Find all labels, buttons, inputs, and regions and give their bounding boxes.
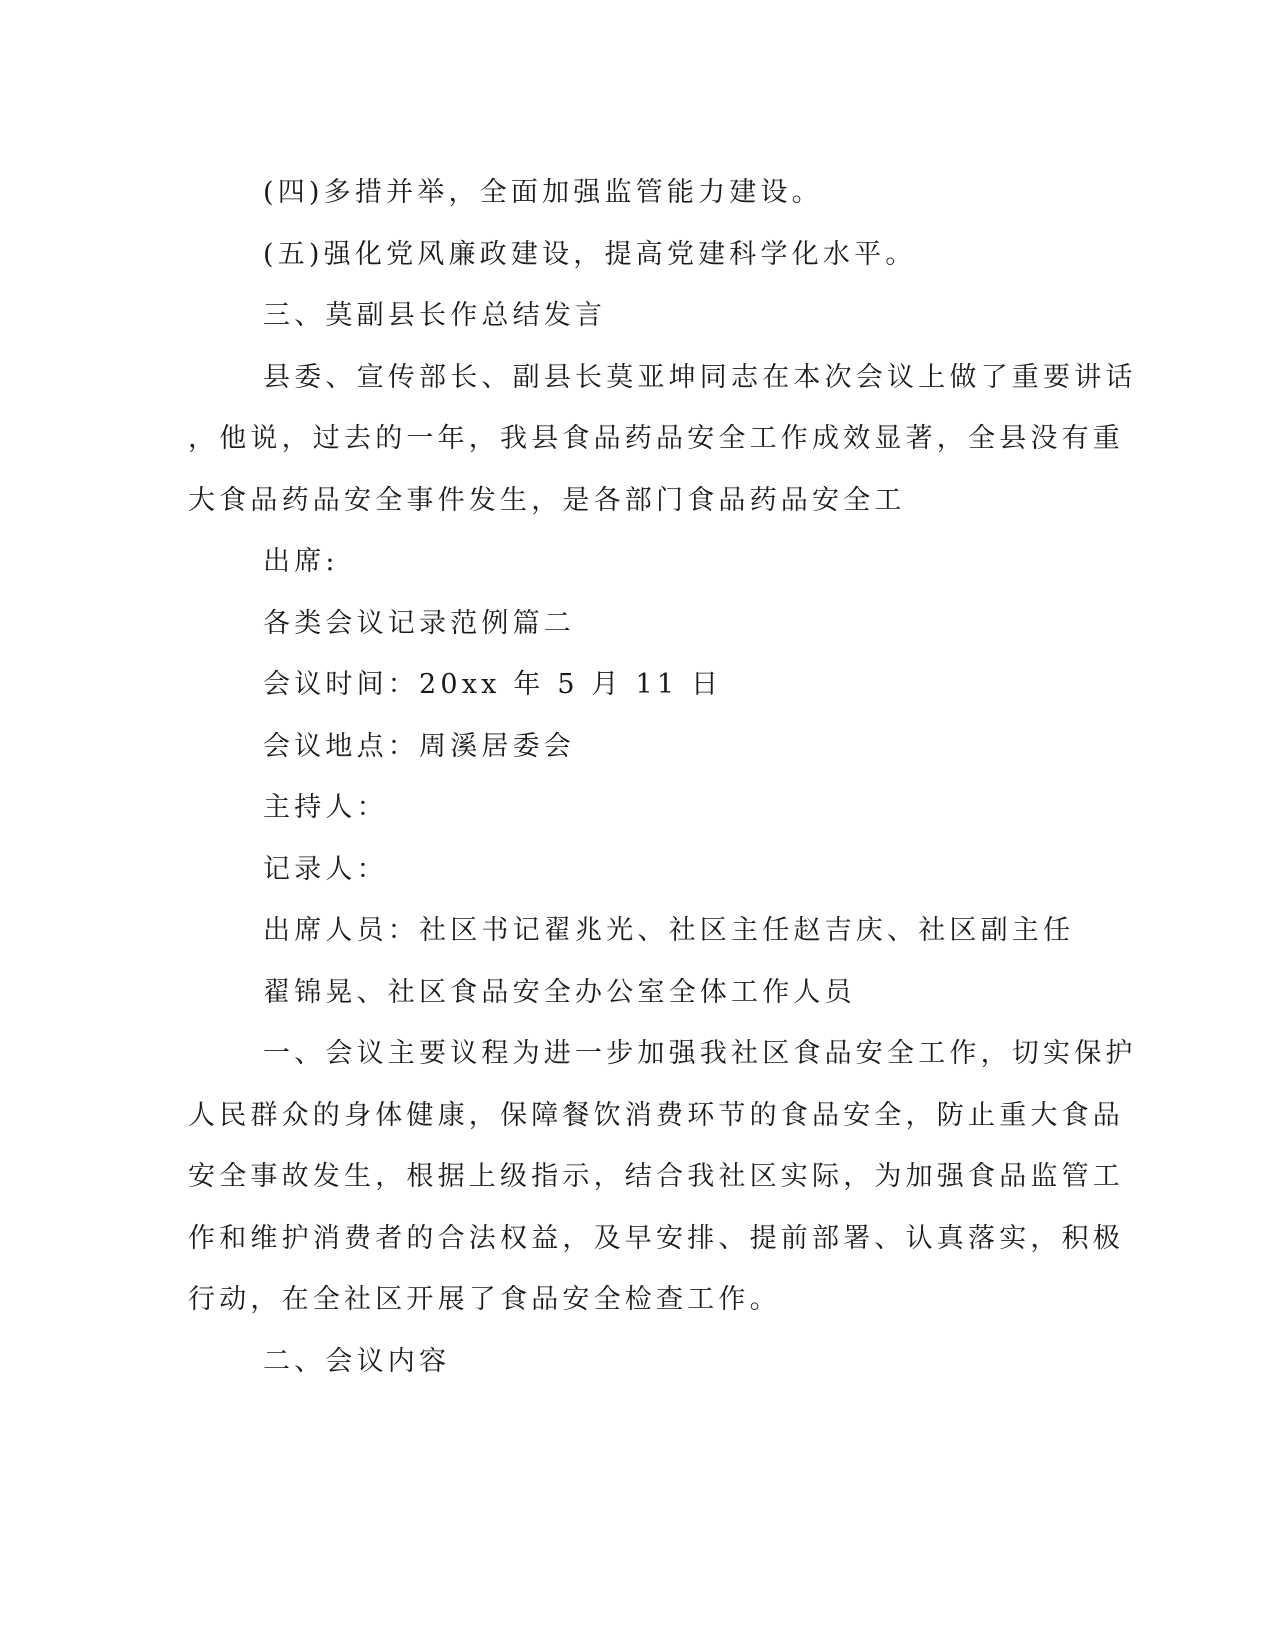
section-heading-meeting-content: 二、会议内容 (263, 1345, 451, 1377)
paragraph-measures-supervision: (四)多措并举，全面加强监管能力建设。 (263, 177, 823, 208)
paragraph-speech-line-1: 县委、宣传部长、副县长莫亚坤同志在本次会议上做了重要讲话 (263, 361, 1137, 393)
attendance-label: 出席: (263, 546, 339, 577)
attendees-line-1: 出席人员：社区书记翟兆光、社区主任赵吉庆、社区副主任 (263, 915, 1075, 946)
agenda-line-3: 安全事故发生，根据上级指示，结合我社区实际，为加强食品监管工 (188, 1161, 1124, 1192)
agenda-line-4: 作和维护消费者的合法权益，及早安排、提前部署、认真落实，积极 (188, 1222, 1124, 1254)
attendees-line-2: 翟锦晃、社区食品安全办公室全体工作人员 (263, 976, 856, 1008)
paragraph-party-conduct: (五)强化党风廉政建设，提高党建科学化水平。 (263, 238, 917, 270)
agenda-line-1: 一、会议主要议程为进一步加强我社区食品安全工作，切实保护 (263, 1038, 1137, 1069)
paragraph-speech-line-2: ，他说，过去的一年，我县食品药品安全工作成效显著，全县没有重 (188, 423, 1124, 454)
meeting-host: 主持人： (263, 792, 388, 823)
meeting-recorder: 记录人： (263, 853, 388, 885)
section-title-example-two: 各类会议记录范例篇二 (263, 607, 575, 639)
agenda-line-2: 人民群众的身体健康，保障餐饮消费环节的食品安全，防止重大食品 (188, 1099, 1124, 1131)
section-heading-summary-speech: 三、莫副县长作总结发言 (263, 300, 607, 331)
meeting-time: 会议时间：20xx 年 5 月 11 日 (263, 669, 723, 700)
agenda-line-5: 行动，在全社区开展了食品安全检查工作。 (188, 1284, 781, 1315)
meeting-location: 会议地点：周溪居委会 (263, 730, 575, 762)
paragraph-speech-line-3: 大食品药品安全事件发生，是各部门食品药品安全工 (188, 484, 906, 516)
document-body (188, 162, 1137, 1392)
